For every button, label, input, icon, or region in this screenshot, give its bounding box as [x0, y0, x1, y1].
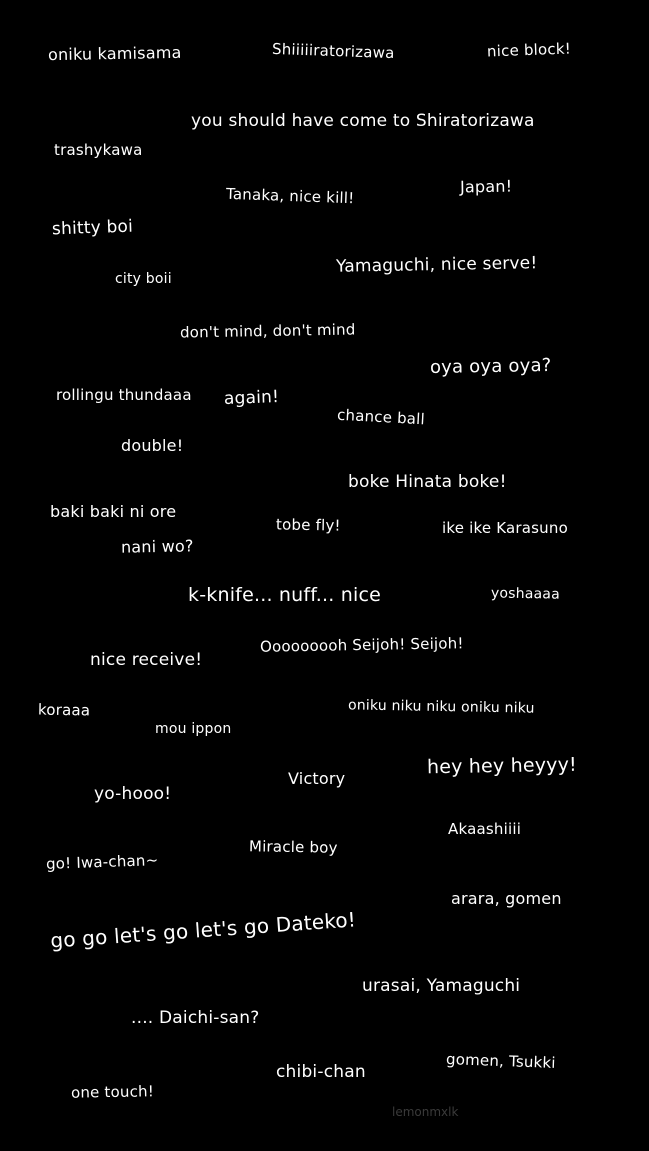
phrase-should-have-come: you should have come to Shiratorizawa	[191, 111, 535, 131]
phrase-yamaguchi-nice-serve: Yamaguchi, nice serve!	[335, 253, 538, 277]
phrase-shiratorizawa: Shiiiiiratorizawa	[271, 39, 395, 63]
phrase-shitty-boi: shitty boi	[51, 216, 134, 240]
phrase-oniku-kamisama: oniku kamisama	[47, 42, 182, 65]
phrase-rollingu-thundaaa: rollingu thundaaa	[56, 386, 192, 404]
phrase-boke-hinata-boke: boke Hinata boke!	[348, 472, 507, 492]
phrase-tobe-fly: tobe fly!	[275, 515, 341, 535]
phrase-go-iwa-chan: go! Iwa-chan~	[45, 851, 159, 873]
phrase-double: double!	[121, 436, 184, 455]
phrase-nice-block: nice block!	[486, 39, 572, 61]
phrase-seijoh: Ooooooooh Seijoh! Seijoh!	[259, 634, 464, 656]
phrase-k-knife-nuff-nice: k-knife... nuff... nice	[188, 584, 382, 606]
phrase-victory: Victory	[288, 769, 346, 788]
phrase-dont-mind: don't mind, don't mind	[179, 320, 356, 342]
phrase-ike-ike-karasuno: ike ike Karasuno	[442, 519, 568, 537]
phrase-koraaa: koraaa	[37, 700, 91, 720]
phrase-again: again!	[223, 387, 280, 409]
phrase-dateko: go go let's go let's go Dateko!	[49, 907, 357, 953]
phrase-urasai-yamaguchi: urasai, Yamaguchi	[362, 976, 521, 996]
phrase-chance-ball: chance ball	[336, 405, 426, 429]
phrase-trashykawa: trashykawa	[54, 141, 143, 159]
phrase-arara-gomen: arara, gomen	[451, 889, 562, 908]
phrase-akaashiiii: Akaashiiii	[448, 820, 522, 838]
phrase-hey-hey-heyyy: hey hey heyyy!	[426, 753, 578, 779]
phrase-one-touch: one touch!	[70, 1082, 155, 1102]
phrase-chibi-chan: chibi-chan	[276, 1062, 366, 1082]
phrase-oniku-niku: oniku niku niku oniku niku	[347, 697, 535, 717]
phrase-oya-oya-oya: oya oya oya?	[429, 354, 552, 379]
phrase-yoshaaaa: yoshaaaa	[490, 585, 561, 603]
phrase-nani-wo: nani wo?	[120, 536, 194, 557]
phrase-nice-receive: nice receive!	[90, 650, 203, 670]
phrase-mou-ippon: mou ippon	[155, 721, 232, 737]
phrase-city-boii: city boii	[115, 271, 172, 287]
phrase-japan: Japan!	[459, 176, 513, 197]
phrase-yo-hooo: yo-hooo!	[94, 784, 172, 804]
phrase-daichi-san: .... Daichi-san?	[131, 1008, 260, 1028]
phrase-baki-baki-ni-ore: baki baki ni ore	[50, 502, 177, 521]
phrase-gomen-tsukki: gomen, Tsukki	[445, 1050, 557, 1072]
phrase-miracle-boy: Miracle boy	[248, 837, 338, 857]
watermark: lemonmxlk	[392, 1105, 459, 1119]
phrase-tanaka-nice-kill: Tanaka, nice kill!	[225, 184, 355, 208]
